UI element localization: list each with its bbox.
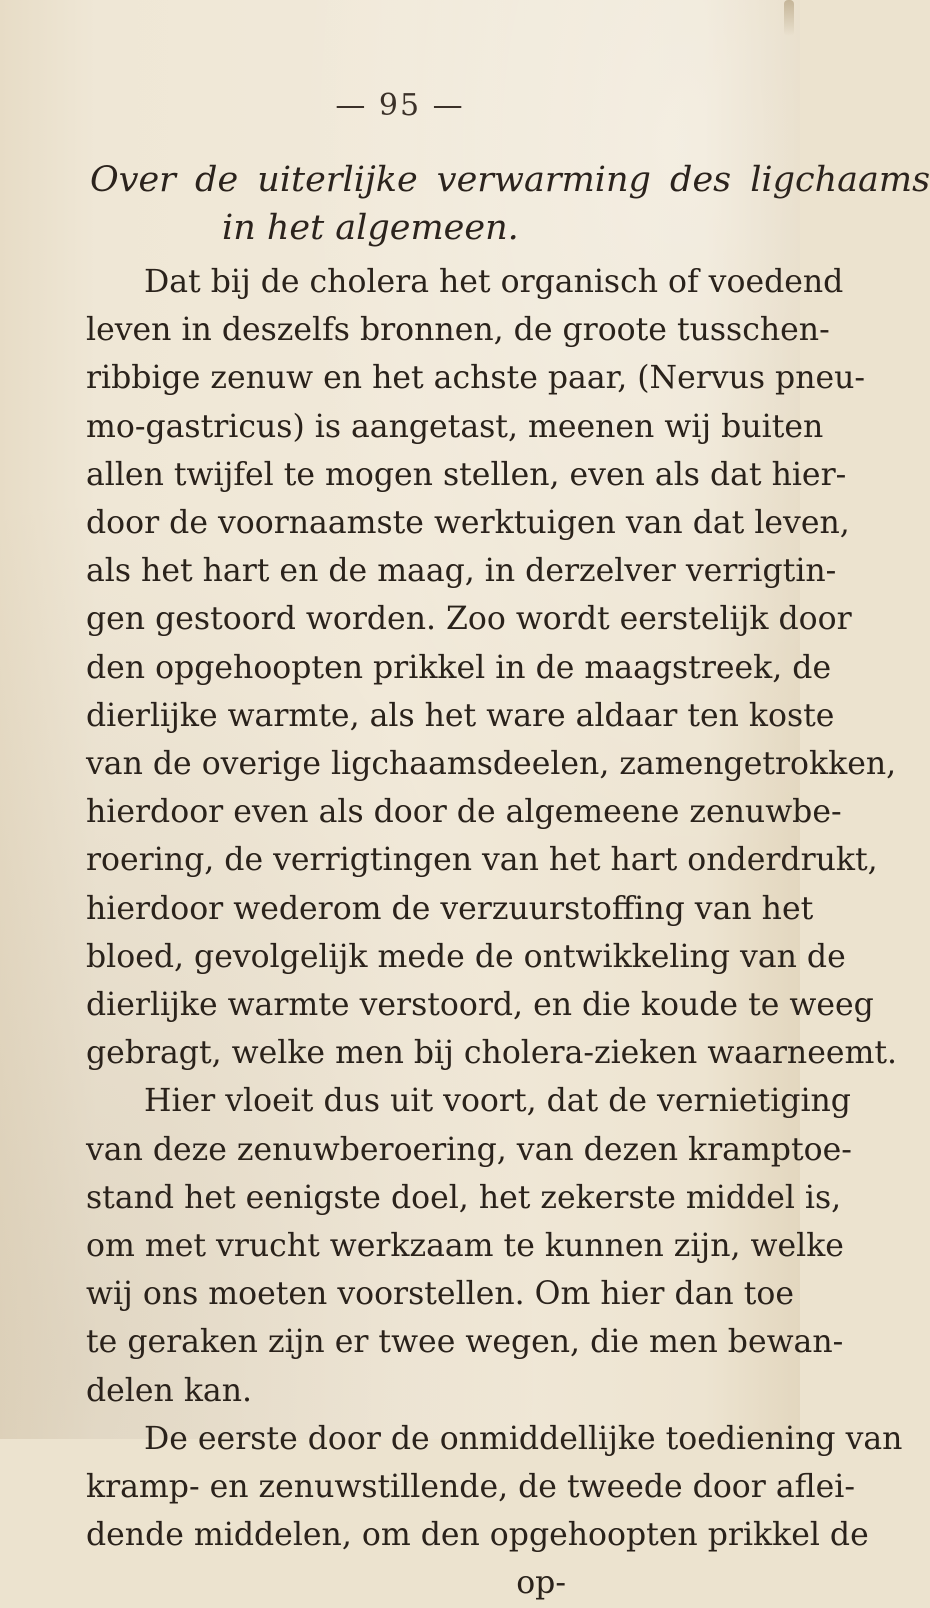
text-line: als het hart en de maag, in derzelver verrigtin-	[86, 553, 837, 590]
text-line: ribbige zenuw en het achste paar, (Nervus pneu-	[86, 360, 866, 397]
text-line: dende middelen, om den opgehoopten prikkel de	[86, 1517, 869, 1554]
text-line: wij ons moeten voorstellen. Om hier dan toe	[86, 1276, 794, 1313]
text-line: gebragt, welke men bij cholera-zieken waarneemt.	[86, 1035, 898, 1072]
section-heading-line-2: in het algemeen.	[222, 208, 519, 248]
text-line: allen twijfel te mogen stellen, even als dat hier-	[86, 456, 847, 493]
text-line: delen kan.	[86, 1372, 252, 1409]
page-number: — 95 —	[335, 88, 465, 123]
text-line: van deze zenuwberoering, van dezen kramptoe-	[86, 1131, 852, 1168]
text-line: hierdoor even als door de algemeene zenuwbe-	[86, 794, 842, 831]
text-line: den opgehoopten prikkel in de maagstreek, de	[86, 649, 832, 686]
text-line: De eerste door de onmiddellijke toediening van	[144, 1420, 903, 1457]
section-heading	[90, 156, 930, 252]
text-line: te geraken zijn er twee wegen, die men bewan-	[86, 1324, 844, 1361]
text-line: hierdoor wederom de verzuurstoffing van het	[86, 890, 814, 927]
catchword: op-	[516, 1565, 566, 1602]
text-line: van de overige ligchaamsdeelen, zamengetrokken,	[86, 746, 897, 783]
text-line: bloed, gevolgelijk mede de ontwikkeling van de	[86, 938, 846, 975]
text-line: leven in deszelfs bronnen, de groote tusschen-	[86, 312, 830, 349]
text-line: door de voornaamste werktuigen van dat leven,	[86, 505, 850, 542]
text-line: gen gestoord worden. Zoo wordt eerstelijk door	[86, 601, 852, 638]
page-edge-stain	[784, 0, 794, 36]
text-line: Hier vloeit dus uit voort, dat de vernietiging	[144, 1083, 851, 1120]
body-text	[86, 258, 903, 1608]
text-line: om met vrucht werkzaam te kunnen zijn, welke	[86, 1228, 844, 1265]
text-line: kramp- en zenuwstillende, de tweede door aflei-	[86, 1469, 855, 1506]
text-line: Dat bij de cholera het organisch of voedend	[144, 264, 844, 300]
text-line: dierlijke warmte, als het ware aldaar ten koste	[86, 697, 835, 734]
text-line: dierlijke warmte verstoord, en die koude te weeg	[86, 987, 874, 1024]
text-line: roering, de verrigtingen van het hart onderdrukt,	[86, 842, 878, 879]
text-line: mo-gastricus) is aangetast, meenen wij buiten	[86, 408, 824, 445]
section-heading-line-1: Over de uiterlijke verwarming des ligchaams	[90, 160, 930, 200]
text-line: stand het eenigste doel, het zekerste middel is,	[86, 1179, 842, 1216]
